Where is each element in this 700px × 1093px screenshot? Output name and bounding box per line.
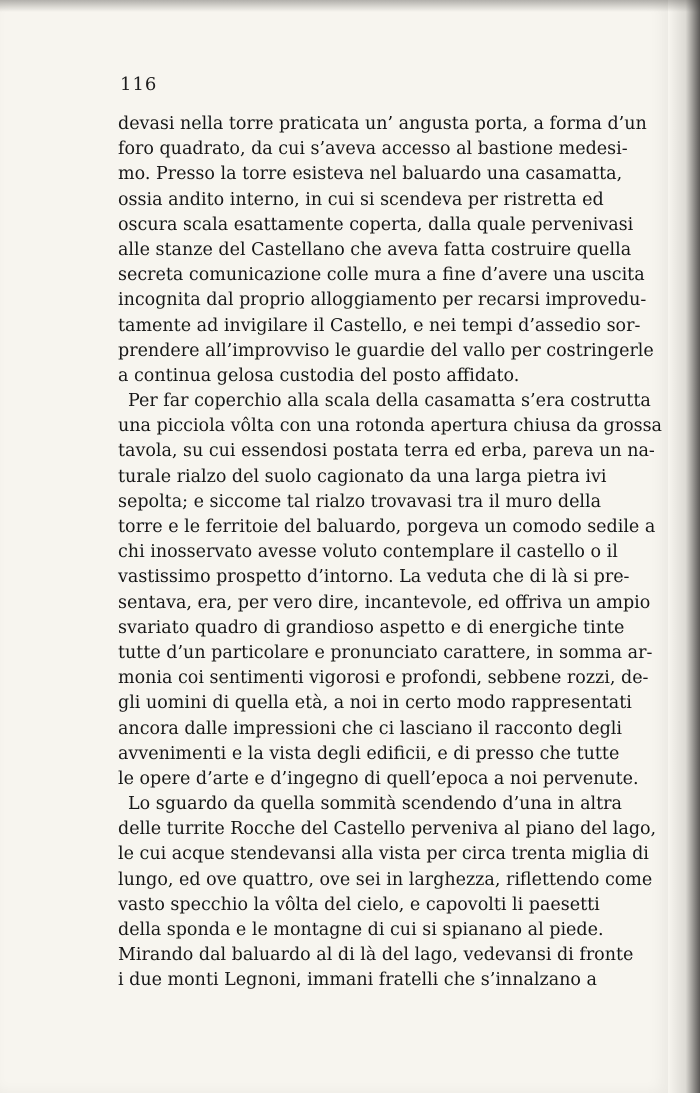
text-line: oscura scala esattamente coperta, dalla quale pervenivasi <box>118 214 634 235</box>
text-line: devasi nella torre praticata un’ angusta porta, a forma d’un <box>118 114 647 134</box>
text-line: sepolta; e siccome tal rialzo trovavasi tra il muro della <box>118 491 602 512</box>
text-line: avvenimenti e la vista degli edificii, e di presso che tutte <box>118 743 620 764</box>
text-line: delle turrite Rocche del Castello perveniva al piano del lago, <box>118 819 657 840</box>
text-line: torre e le ferritoie del baluardo, porgeva un comodo sedile a <box>118 517 656 537</box>
text-line: chi inosservato avesse voluto contemplare il castello o il <box>118 542 618 563</box>
text-line: gli uomini di quella età, a noi in certo modo rappresentati <box>118 693 632 714</box>
body-text <box>118 112 662 994</box>
text-line: Mirando dal baluardo al di là del lago, vedevansi di fronte <box>118 945 634 966</box>
text-line: Per far coperchio alla scala della casamatta s’era costrutta <box>128 391 651 412</box>
text-line: una picciola vôlta con una rotonda apertura chiusa da grossa <box>118 416 662 437</box>
text-line: tavola, su cui essendosi postata terra ed erba, pareva un na- <box>118 441 655 462</box>
text-line: alle stanze del Castellano che aveva fatta costruire quella <box>118 239 632 260</box>
text-line: ancora dalle impressioni che ci lasciano il racconto degli <box>118 718 623 739</box>
text-line: prendere all’improvviso le guardie del vallo per costringerle <box>118 340 654 361</box>
text-line: incognita dal proprio alloggiamento per recarsi improvedu- <box>118 290 647 311</box>
text-line: tamente ad invigilare il Castello, e nei tempi d’assedio sor- <box>118 315 641 336</box>
page-edge-shadow <box>668 0 700 1093</box>
text-line: ossia andito interno, in cui si scendeva per ristretta ed <box>118 189 604 210</box>
text-line: a continua gelosa custodia del posto affidato. <box>118 365 520 386</box>
text-line: della sponda e le montagne di cui si spianano al piede. <box>118 920 604 940</box>
text-line: vasto specchio la vôlta del cielo, e capovolti li paesetti <box>118 894 600 915</box>
text-line: monia coi sentimenti vigorosi e profondi, sebbene rozzi, de- <box>118 668 649 689</box>
text-line: le opere d’arte e d’ingegno di quell’epoca a noi pervenute. <box>118 768 639 789</box>
text-line: i due monti Legnoni, immani fratelli che s’innalzano a <box>118 970 597 991</box>
text-line: sentava, era, per vero dire, incantevole, ed offriva un ampio <box>118 592 651 613</box>
page-top-shadow <box>0 0 700 12</box>
text-line: mo. Presso la torre esisteva nel baluardo una casamatta, <box>118 164 623 185</box>
text-line: svariato quadro di grandioso aspetto e di energiche tinte <box>118 617 625 638</box>
text-line: foro quadrato, da cui s’aveva accesso al bastione medesi- <box>118 139 628 160</box>
text-line: vastissimo prospetto d’intorno. La veduta che di là si pre- <box>118 567 630 588</box>
text-line: secreta comunicazione colle mura a fine d’avere una uscita <box>118 265 645 286</box>
page-number: 116 <box>120 74 158 95</box>
text-line: lungo, ed ove quattro, ove sei in larghezza, riflettendo come <box>118 869 653 890</box>
text-line: turale rialzo del suolo cagionato da una larga pietra ivi <box>118 466 607 487</box>
text-line: Lo sguardo da quella sommità scendendo d’una in altra <box>128 794 622 815</box>
text-line: le cui acque stendevansi alla vista per circa trenta miglia di <box>118 844 649 865</box>
text-line: tutte d’un particolare e pronunciato carattere, in somma ar- <box>118 642 653 663</box>
